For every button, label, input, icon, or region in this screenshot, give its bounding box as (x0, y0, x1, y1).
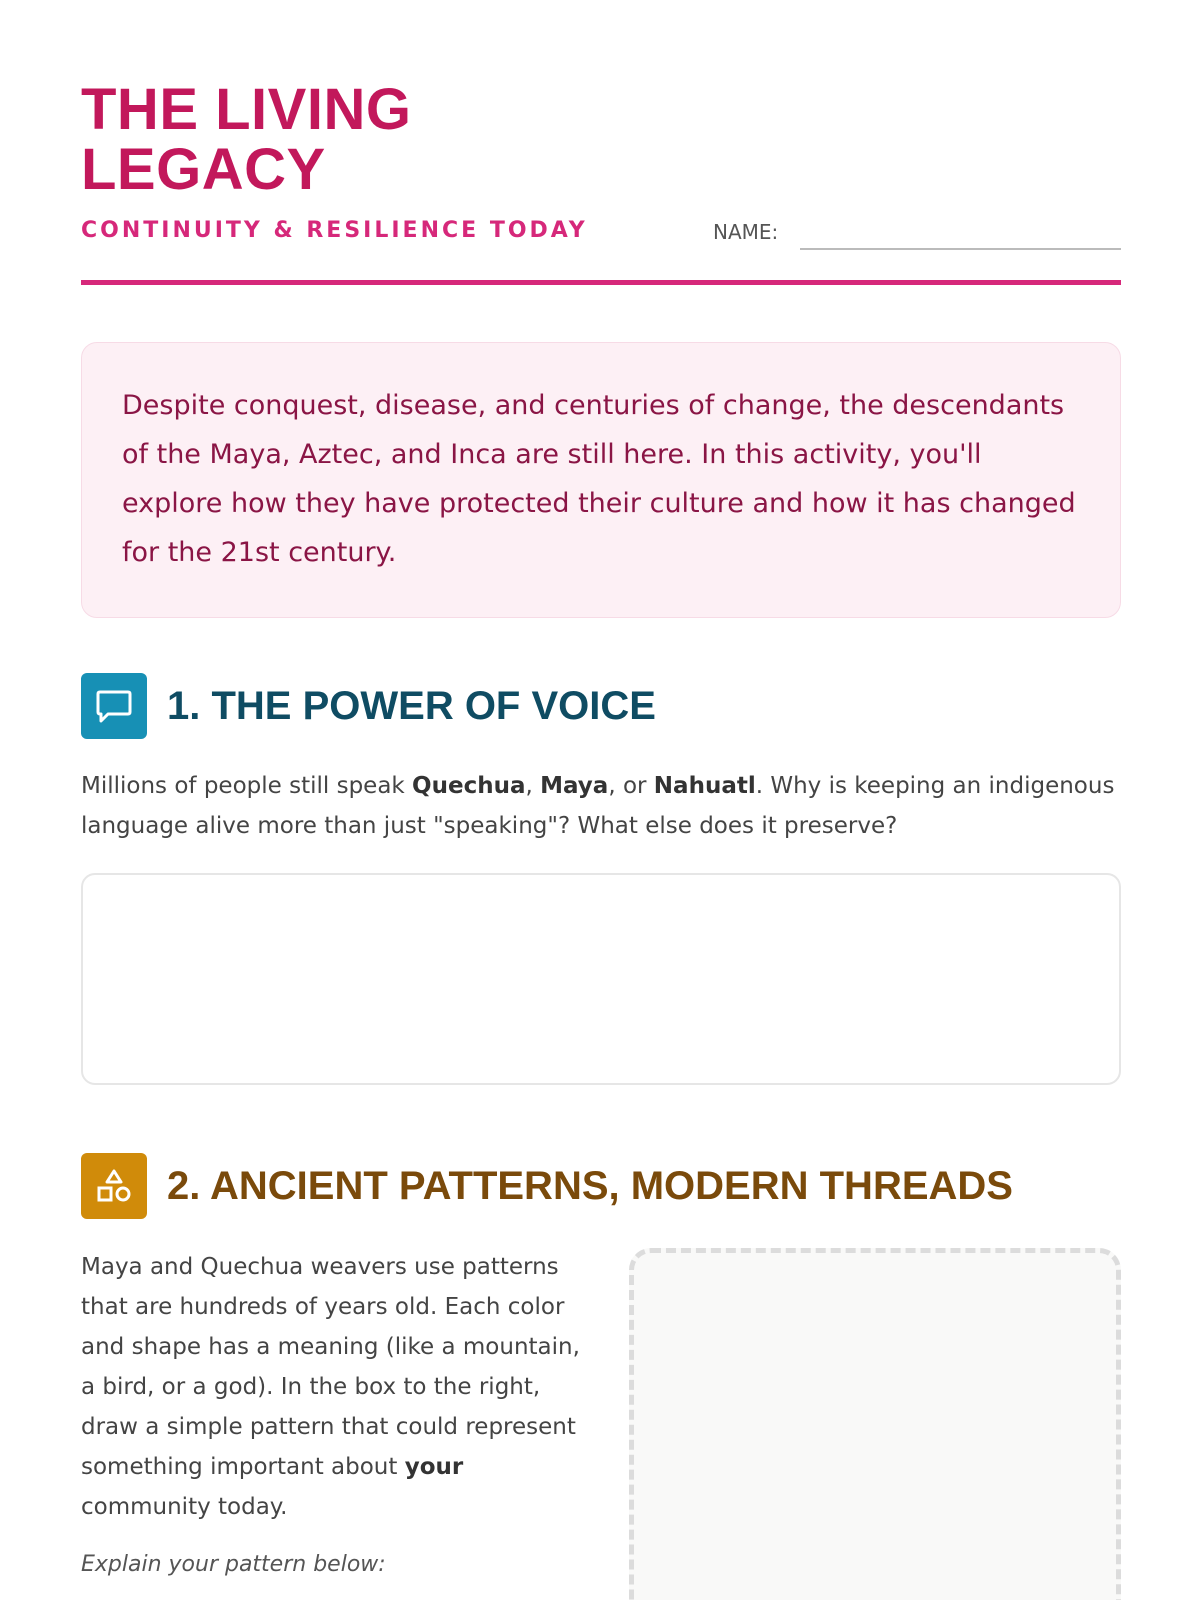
section-1-title: 1. THE POWER OF VOICE (167, 684, 656, 728)
prompt-text: , or (608, 773, 654, 799)
prompt-text: Maya and Quechua weavers use patterns that are hundreds of years old. Each color and shape has a meaning (like a mountain, a bird, or a god). In the box to the right, draw a simple pattern that could represent something important about (81, 1254, 580, 1480)
prompt-text: , (525, 773, 541, 799)
prompt-text: Millions of people still speak (81, 773, 413, 799)
intro-text: Despite conquest, disease, and centuries of change, the descendants of the Maya, Aztec, and Inca are still here. In this activity, you'll explore how they have protected their culture and how it has changed for the 21st century. (122, 390, 1076, 568)
prompt-quechua: Quechua (412, 773, 526, 799)
section-2-header (81, 1153, 1121, 1219)
header-divider (81, 280, 1121, 285)
header (81, 77, 1121, 244)
page-title: THE LIVING LEGACY (81, 77, 412, 202)
prompt-nahuatl: Nahuatl (653, 773, 756, 799)
section-2-title: 2. ANCIENT PATTERNS, MODERN THREADS (167, 1164, 1013, 1208)
name-label: NAME: (713, 220, 779, 244)
speech-bubble-icon (81, 673, 147, 739)
section-1-header (81, 673, 1121, 739)
intro-box (81, 342, 1121, 618)
section-2-prompt (81, 1247, 581, 1527)
explain-label: Explain your pattern below: (81, 1552, 386, 1577)
shapes-icon (81, 1153, 147, 1219)
prompt-maya: Maya (540, 773, 609, 799)
prompt-your: your (404, 1454, 464, 1480)
section-1-answer-box[interactable] (81, 873, 1121, 1085)
subtitle-row (81, 218, 1121, 248)
prompt-text: community today. (81, 1494, 288, 1520)
prompt-text: . Why is keeping an indigenous language alive more than just "speaking"? What else does it preserve? (81, 773, 1115, 839)
name-field[interactable] (800, 248, 1121, 250)
section-1-prompt (81, 766, 1121, 846)
pattern-drawing-box[interactable] (629, 1248, 1121, 1600)
page-subtitle: CONTINUITY & RESILIENCE TODAY (81, 218, 588, 243)
